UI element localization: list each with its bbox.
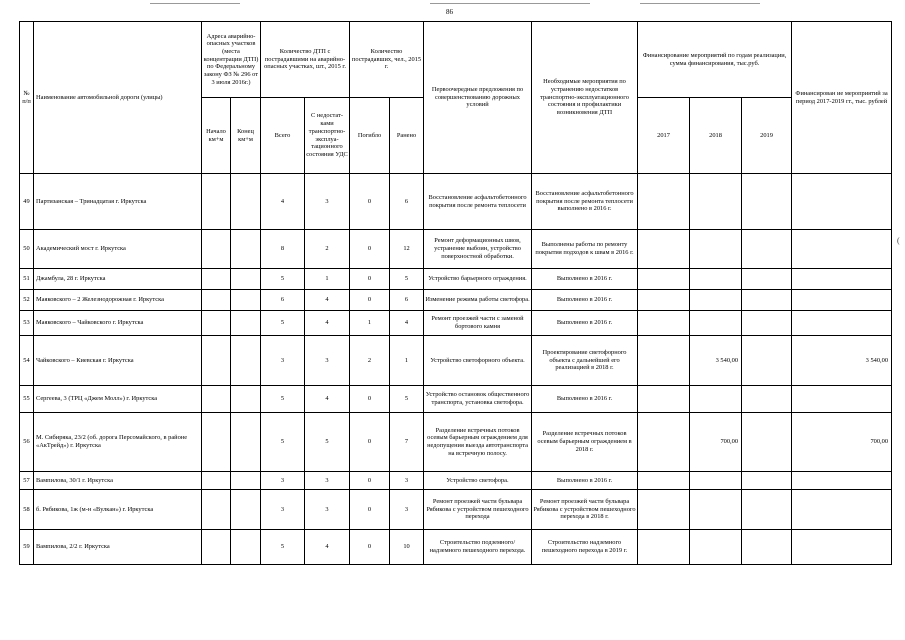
header-measures: Необходимые мероприятия по устранению недостатков транспортно-эксплуатационного состояния и профилактики возникновения ДТП (532, 22, 638, 174)
row-number: 52 (20, 290, 34, 311)
required-measures: Ремонт проезжей части бульвара Рябикова с устройством пешеходного перехода в 2018 г. (532, 490, 638, 530)
financing-2017 (638, 311, 690, 336)
financing-2019 (742, 386, 792, 413)
financing-2019 (742, 472, 792, 490)
scan-artifact-line (430, 3, 590, 4)
dtp-with-defects: 3 (305, 490, 350, 530)
dtp-total: 3 (261, 490, 305, 530)
end-km (231, 413, 261, 472)
financing-total (792, 269, 892, 290)
financing-2017 (638, 472, 690, 490)
financing-2019 (742, 174, 792, 230)
injured-count: 7 (390, 413, 424, 472)
required-measures: Выполнено в 2016 г. (532, 386, 638, 413)
dtp-total: 5 (261, 269, 305, 290)
financing-2017 (638, 174, 690, 230)
start-km (202, 413, 231, 472)
road-name: Джамбула, 28 г. Иркутска (34, 269, 202, 290)
killed-count: 0 (350, 290, 390, 311)
killed-count: 0 (350, 490, 390, 530)
injured-count: 5 (390, 269, 424, 290)
injured-count: 1 (390, 336, 424, 386)
financing-2017 (638, 230, 690, 269)
table-row (20, 386, 892, 413)
dtp-total: 8 (261, 230, 305, 269)
financing-2019 (742, 269, 792, 290)
row-number: 49 (20, 174, 34, 230)
table-row (20, 472, 892, 490)
priority-proposal: Устройство барьерного ограждения. (424, 269, 532, 290)
start-km (202, 230, 231, 269)
end-km (231, 472, 261, 490)
dtp-total: 4 (261, 174, 305, 230)
required-measures: Строительство надземного пешеходного перехода в 2019 г. (532, 530, 638, 565)
injured-count: 3 (390, 472, 424, 490)
financing-total (792, 311, 892, 336)
financing-2017 (638, 290, 690, 311)
header-start: Начало км+м (202, 98, 231, 174)
financing-2018 (690, 290, 742, 311)
end-km (231, 174, 261, 230)
dtp-with-defects: 3 (305, 336, 350, 386)
financing-2017 (638, 530, 690, 565)
table-row (20, 311, 892, 336)
required-measures: Выполнено в 2016 г. (532, 311, 638, 336)
header-no: № п/п (20, 22, 34, 174)
road-name: М. Сибиряка, 23/2 (об. дорога Персомайского, в районе «АкТрейд») г. Иркутска (34, 413, 202, 472)
financing-2019 (742, 490, 792, 530)
table-row (20, 413, 892, 472)
table-row (20, 336, 892, 386)
financing-2019 (742, 413, 792, 472)
financing-2017 (638, 413, 690, 472)
end-km (231, 386, 261, 413)
dtp-with-defects: 3 (305, 472, 350, 490)
financing-2017 (638, 336, 690, 386)
required-measures: Выполнено в 2016 г. (532, 472, 638, 490)
start-km (202, 174, 231, 230)
dtp-total: 3 (261, 472, 305, 490)
header-total: Всего (261, 98, 305, 174)
priority-proposal: Ремонт проезжей части с заменой бортового камня (424, 311, 532, 336)
road-safety-table (19, 21, 892, 565)
required-measures: Восстановление асфальтобетонного покрытия после ремонта теплосети выполнено в 2016 г. (532, 174, 638, 230)
row-number: 50 (20, 230, 34, 269)
end-km (231, 490, 261, 530)
table-row (20, 530, 892, 565)
financing-total (792, 290, 892, 311)
killed-count: 0 (350, 413, 390, 472)
priority-proposal: Строительство подземного/надземного пешеходного перехода. (424, 530, 532, 565)
end-km (231, 290, 261, 311)
header-with-defects: С недостат-ками транспортно-эксплуа-тационного состояния УДС (305, 98, 350, 174)
start-km (202, 472, 231, 490)
row-number: 57 (20, 472, 34, 490)
financing-2018 (690, 269, 742, 290)
injured-count: 3 (390, 490, 424, 530)
road-name: Маяковского – Чайковского г. Иркутска (34, 311, 202, 336)
header-financing-total: Финансирован ие мероприятий за период 2017-2019 гг., тыс. рублей (792, 22, 892, 174)
end-km (231, 530, 261, 565)
required-measures: Выполнено в 2016 г. (532, 290, 638, 311)
dtp-total: 3 (261, 336, 305, 386)
killed-count: 0 (350, 174, 390, 230)
road-name: Вампилова, 30/1 г. Иркутска (34, 472, 202, 490)
row-number: 59 (20, 530, 34, 565)
road-name: Вампилова, 2/2 г. Иркутска (34, 530, 202, 565)
financing-2018 (690, 530, 742, 565)
financing-2018 (690, 174, 742, 230)
end-km (231, 269, 261, 290)
injured-count: 6 (390, 290, 424, 311)
header-priority: Первоочередные предложения по совершенствованию дорожных условий (424, 22, 532, 174)
table-row (20, 290, 892, 311)
financing-total: 700,00 (792, 413, 892, 472)
financing-2017 (638, 490, 690, 530)
killed-count: 1 (350, 311, 390, 336)
start-km (202, 311, 231, 336)
dtp-with-defects: 4 (305, 311, 350, 336)
row-number: 58 (20, 490, 34, 530)
header-financing: Финансирование мероприятий по годам реализации, сумма финансирования, тыс.руб. (638, 22, 792, 98)
dtp-total: 5 (261, 413, 305, 472)
header-injured: Ранено (390, 98, 424, 174)
dtp-with-defects: 4 (305, 386, 350, 413)
dtp-with-defects: 4 (305, 290, 350, 311)
dtp-total: 5 (261, 386, 305, 413)
financing-2019 (742, 290, 792, 311)
dtp-total: 5 (261, 530, 305, 565)
table-row (20, 490, 892, 530)
killed-count: 2 (350, 336, 390, 386)
table-row (20, 230, 892, 269)
start-km (202, 530, 231, 565)
scan-mark: ( (897, 236, 900, 245)
row-number: 54 (20, 336, 34, 386)
table-row (20, 174, 892, 230)
financing-2019 (742, 230, 792, 269)
financing-total (792, 230, 892, 269)
dtp-total: 6 (261, 290, 305, 311)
start-km (202, 490, 231, 530)
financing-total (792, 490, 892, 530)
header-people: Количество пострадавших, чел., 2015 г. (350, 22, 424, 98)
killed-count: 0 (350, 472, 390, 490)
start-km (202, 386, 231, 413)
header-2017: 2017 (638, 98, 690, 174)
road-name: Маяковского – 2 Железнодорожная г. Иркутска (34, 290, 202, 311)
financing-2019 (742, 530, 792, 565)
dtp-with-defects: 1 (305, 269, 350, 290)
dtp-with-defects: 5 (305, 413, 350, 472)
priority-proposal: Устройство остановок общественного транспорта, установка светофора. (424, 386, 532, 413)
priority-proposal: Ремонт проезжей части бульвара Рябикова с устройством пешеходного перехода (424, 490, 532, 530)
start-km (202, 336, 231, 386)
killed-count: 0 (350, 530, 390, 565)
required-measures: Проектирование светофорного объекта с дальнейшей его реализацией в 2018 г. (532, 336, 638, 386)
table-row (20, 269, 892, 290)
financing-2017 (638, 269, 690, 290)
road-name: б. Рябикова, 1ж (м-н «Вулкан») г. Иркутска (34, 490, 202, 530)
injured-count: 12 (390, 230, 424, 269)
financing-total (792, 386, 892, 413)
row-number: 56 (20, 413, 34, 472)
scan-artifact-line (150, 3, 240, 4)
road-name: Партизанская – Тринадцатая г. Иркутска (34, 174, 202, 230)
row-number: 55 (20, 386, 34, 413)
priority-proposal: Восстановление асфальтобетонного покрытия после ремонта теплосети (424, 174, 532, 230)
dtp-with-defects: 3 (305, 174, 350, 230)
priority-proposal: Изменение режима работы светофора. (424, 290, 532, 311)
financing-2018 (690, 472, 742, 490)
financing-2018 (690, 230, 742, 269)
dtp-with-defects: 2 (305, 230, 350, 269)
end-km (231, 336, 261, 386)
priority-proposal: Ремонт деформационных швов, устранение выбоин, устройство поверхностной обработки. (424, 230, 532, 269)
killed-count: 0 (350, 269, 390, 290)
financing-total: 3 540,00 (792, 336, 892, 386)
killed-count: 0 (350, 230, 390, 269)
priority-proposal: Устройство светофорного объекта. (424, 336, 532, 386)
start-km (202, 290, 231, 311)
financing-2018 (690, 311, 742, 336)
required-measures: Выполнены работы по ремонту покрытия подходов к швам в 2016 г. (532, 230, 638, 269)
header-killed: Погибло (350, 98, 390, 174)
start-km (202, 269, 231, 290)
road-name: Чайковского – Киевская г. Иркутска (34, 336, 202, 386)
financing-2019 (742, 311, 792, 336)
end-km (231, 311, 261, 336)
dtp-total: 5 (261, 311, 305, 336)
financing-2018: 700,00 (690, 413, 742, 472)
header-dtp-count: Количество ДТП с пострадавшими на аварийно-опасных участках, шт., 2015 г. (261, 22, 350, 98)
road-name: Сергеева, 3 (ТРЦ «Джем Молл») г. Иркутска (34, 386, 202, 413)
injured-count: 5 (390, 386, 424, 413)
dtp-with-defects: 4 (305, 530, 350, 565)
killed-count: 0 (350, 386, 390, 413)
row-number: 51 (20, 269, 34, 290)
scan-artifact-line (640, 3, 760, 4)
financing-total (792, 472, 892, 490)
financing-total (792, 530, 892, 565)
end-km (231, 230, 261, 269)
financing-2018: 3 540,00 (690, 336, 742, 386)
injured-count: 6 (390, 174, 424, 230)
row-number: 53 (20, 311, 34, 336)
header-end: Конец км+м (231, 98, 261, 174)
required-measures: Разделение встречных потоков осевым барьерным ограждением в 2018 г. (532, 413, 638, 472)
financing-2017 (638, 386, 690, 413)
header-addresses: Адреса аварийно-опасных участков (места концентрации ДТП) по Федеральному закону ФЗ № 296 от 3 июля 2016г.) (202, 22, 261, 98)
priority-proposal: Разделение встречных потоков осевым барьерным ограждением для недопущения выезда автотранспорта на встречную полосу. (424, 413, 532, 472)
injured-count: 10 (390, 530, 424, 565)
priority-proposal: Устройство светофора. (424, 472, 532, 490)
header-road-name: Наименование автомобильной дороги (улицы) (34, 22, 202, 174)
financing-2018 (690, 386, 742, 413)
financing-total (792, 174, 892, 230)
road-name: Академический мост г. Иркутска (34, 230, 202, 269)
required-measures: Выполнено в 2016 г. (532, 269, 638, 290)
injured-count: 4 (390, 311, 424, 336)
financing-2019 (742, 336, 792, 386)
header-2018: 2018 (690, 98, 742, 174)
financing-2018 (690, 490, 742, 530)
header-2019: 2019 (742, 98, 792, 174)
page-number: 86 (446, 8, 453, 16)
